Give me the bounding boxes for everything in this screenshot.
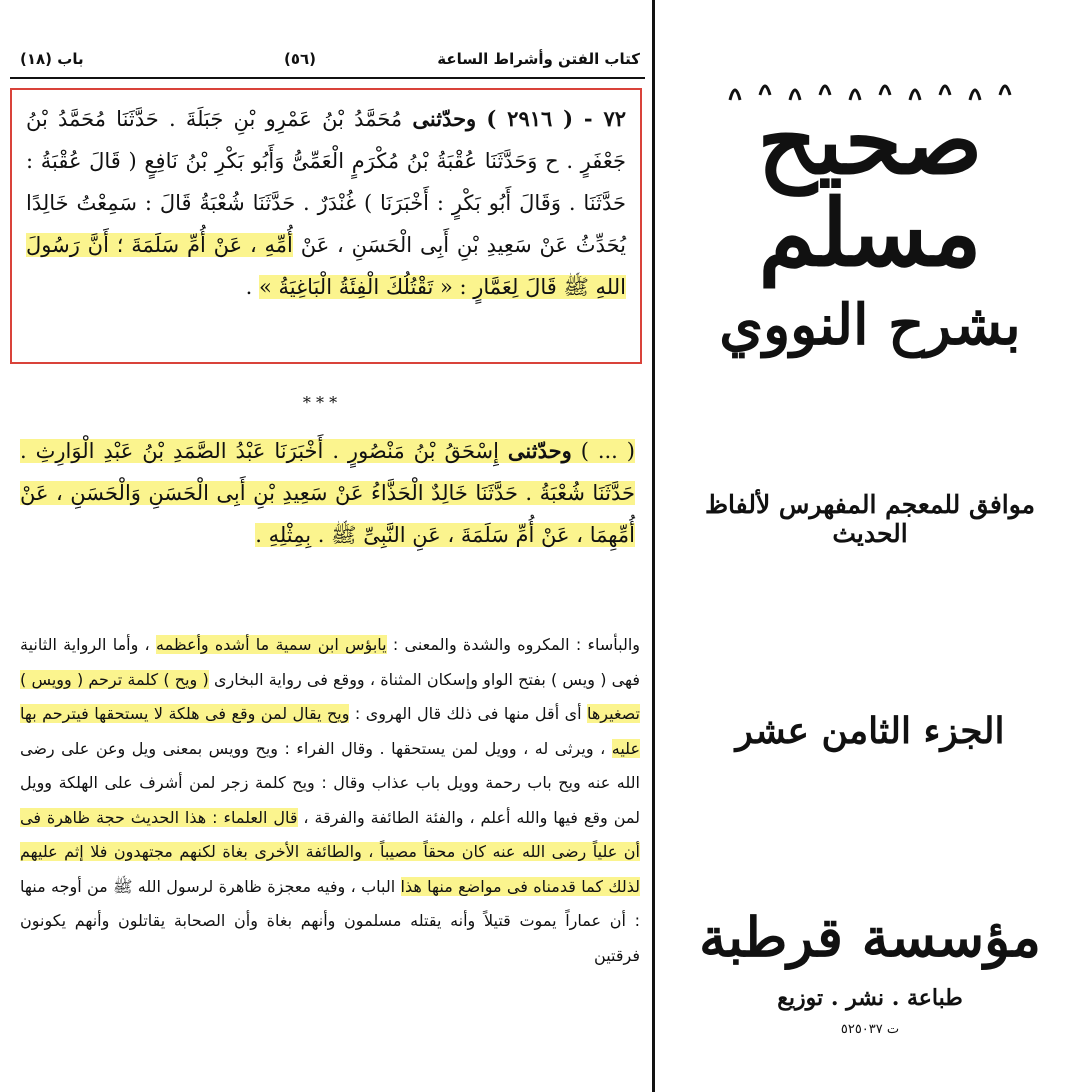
hadith-2-highlight xyxy=(20,439,635,547)
publisher-name: مؤسسة قرطبة xyxy=(699,905,1041,969)
page-number: (٥٦) xyxy=(283,50,317,68)
section-separator: * * * xyxy=(302,393,338,412)
commentary-s4: ( ويح ) كلمة ترحم ( وويس ) تصغيرها xyxy=(20,669,640,723)
page-header xyxy=(20,50,640,74)
book-cover-subtitle: بشرح النووي xyxy=(719,292,1021,358)
hadith-number: ٧٢ - ( ٢٩١٦ ) xyxy=(486,106,626,131)
commentary-s3: ، وأما الرواية الثانية فهى ( ويس ) بفتح الواو وإسكان المثناة ، ووقع فى رواية البخارى xyxy=(20,635,641,689)
hadith-2-prefix: ( ... ) xyxy=(580,439,635,463)
hadith-text: مُحَمَّدُ بْنُ عَمْرِو بْنِ جَبَلَةَ . حَدَّثَنَا مُحَمَّدُ بْنُ جَعْفَرٍ . ح وَحَدَّثَنَا عُقْبَةُ بْنُ مُكْرَمٍ الْعَمِّىُّ وَأَبُو بَكْرِ بْنُ نَافِعٍ ( قَالَ عُقْبَةُ : حَدَّثَنَا . وَقَالَ أَبُو بَكْرٍ : أَخْبَرَنَا ) غُنْدَرٌ . حَدَّثَنَا شُعْبَةُ قَالَ : سَمِعْتُ خَالِدًا يُحَدِّثُ عَنْ سَعِيدِ بْنِ أَبِى الْحَسَنِ ، عَنْ xyxy=(26,107,626,257)
commentary-s9: الباب ، وفيه معجزة ظاهرة لرسول الله ﷺ من أوجه منها : أن عماراً يموت قتيلاً وأنه يقتله مسلمون وأنهم بغاة وأن الصحابة يقاتلون وأنهم يكونون فرقتين xyxy=(20,876,640,965)
hadith-end: . xyxy=(245,275,253,299)
hadith-2-opening: وحدّثنى xyxy=(507,438,572,463)
commentary-s5: أى أقل منها فى ذلك قال الهروى : xyxy=(354,704,582,723)
hadith-highlighted-text: أُمِّهِ ، عَنْ أُمِّ سَلَمَةَ ؛ أَنَّ رَسُولَ اللهِ ﷺ قَالَ لِعَمَّارٍ : « تَقْتُلُكَ الْفِئَةُ الْبَاغِيَةُ » xyxy=(26,233,626,299)
book-volume: الجزء الثامن عشر xyxy=(735,710,1005,752)
hadith-opening: وحدّثنى xyxy=(412,106,477,131)
commentary-s6: ويح يقال لمن وقع فى هلكة لا يستحقها فيترحم بها عليه xyxy=(20,704,640,758)
highlighted-hadith-box xyxy=(10,88,642,364)
publisher-services: طباعة . نشر . توزيع xyxy=(777,985,963,1011)
hadith-1 xyxy=(26,98,626,308)
book-cover-tagline: موافق للمعجم المفهرس لألفاظ الحديث xyxy=(704,490,1036,548)
commentary-s8: قال العلماء : هذا الحديث حجة ظاهرة فى أن علياً رضى الله عنه كان محقاً مصيباً ، والطائفة الأخرى بغاة لكنهم مجتهدون فلا إثم عليهم لذلك كما قدمناه فى مواضع منها هذا xyxy=(20,807,640,896)
chapter-label: باب (١٨) xyxy=(20,50,84,68)
page-divider xyxy=(652,0,655,1092)
commentary-s1: والبأساء : المكروه والشدة والمعنى : xyxy=(392,635,641,654)
cover-page xyxy=(660,0,1080,1092)
header-rule xyxy=(10,77,645,79)
book-cover-title: صحيح مسلم xyxy=(757,87,983,287)
hadith-2 xyxy=(20,430,635,556)
hadith-2-text: إِسْحَقُ بْنُ مَنْصُورٍ . أَخْبَرَنَا عَبْدُ الصَّمَدِ بْنُ عَبْدِ الْوَارِثِ . حَدَّثَنَا شُعْبَةُ . حَدَّثَنَا خَالِدٌ الْحَذَّاءُ عَنْ سَعِيدِ بْنِ أَبِى الْحَسَنِ وَالْحَسَنِ ، عَنْ أُمِّهِمَا ، عَنْ أُمِّ سَلَمَةَ ، عَنِ النَّبِىِّ ﷺ . بِمِثْلِهِ . xyxy=(20,439,635,547)
commentary-s2: يابؤس ابن سمية ما أشده وأعظمه xyxy=(155,635,387,654)
commentary-s7: ، ويرثى له ، وويل لمن يستحقها . وقال الفراء : ويح وويس بمعنى ويل وعن على رضى الله عنه ويح باب رحمة وويل باب عذاب وقال : ويح كلمة زجر لمن أشرف على الهلكة وويل لمن وقع فيها والله أعلم ، والفئة الطائفة والفرقة ، xyxy=(20,738,640,827)
book-title: كتاب الفتن وأشراط الساعة xyxy=(437,50,640,68)
publisher-phone: ت ٥٢٥٠٣٧ xyxy=(840,1022,900,1037)
commentary xyxy=(20,628,640,973)
